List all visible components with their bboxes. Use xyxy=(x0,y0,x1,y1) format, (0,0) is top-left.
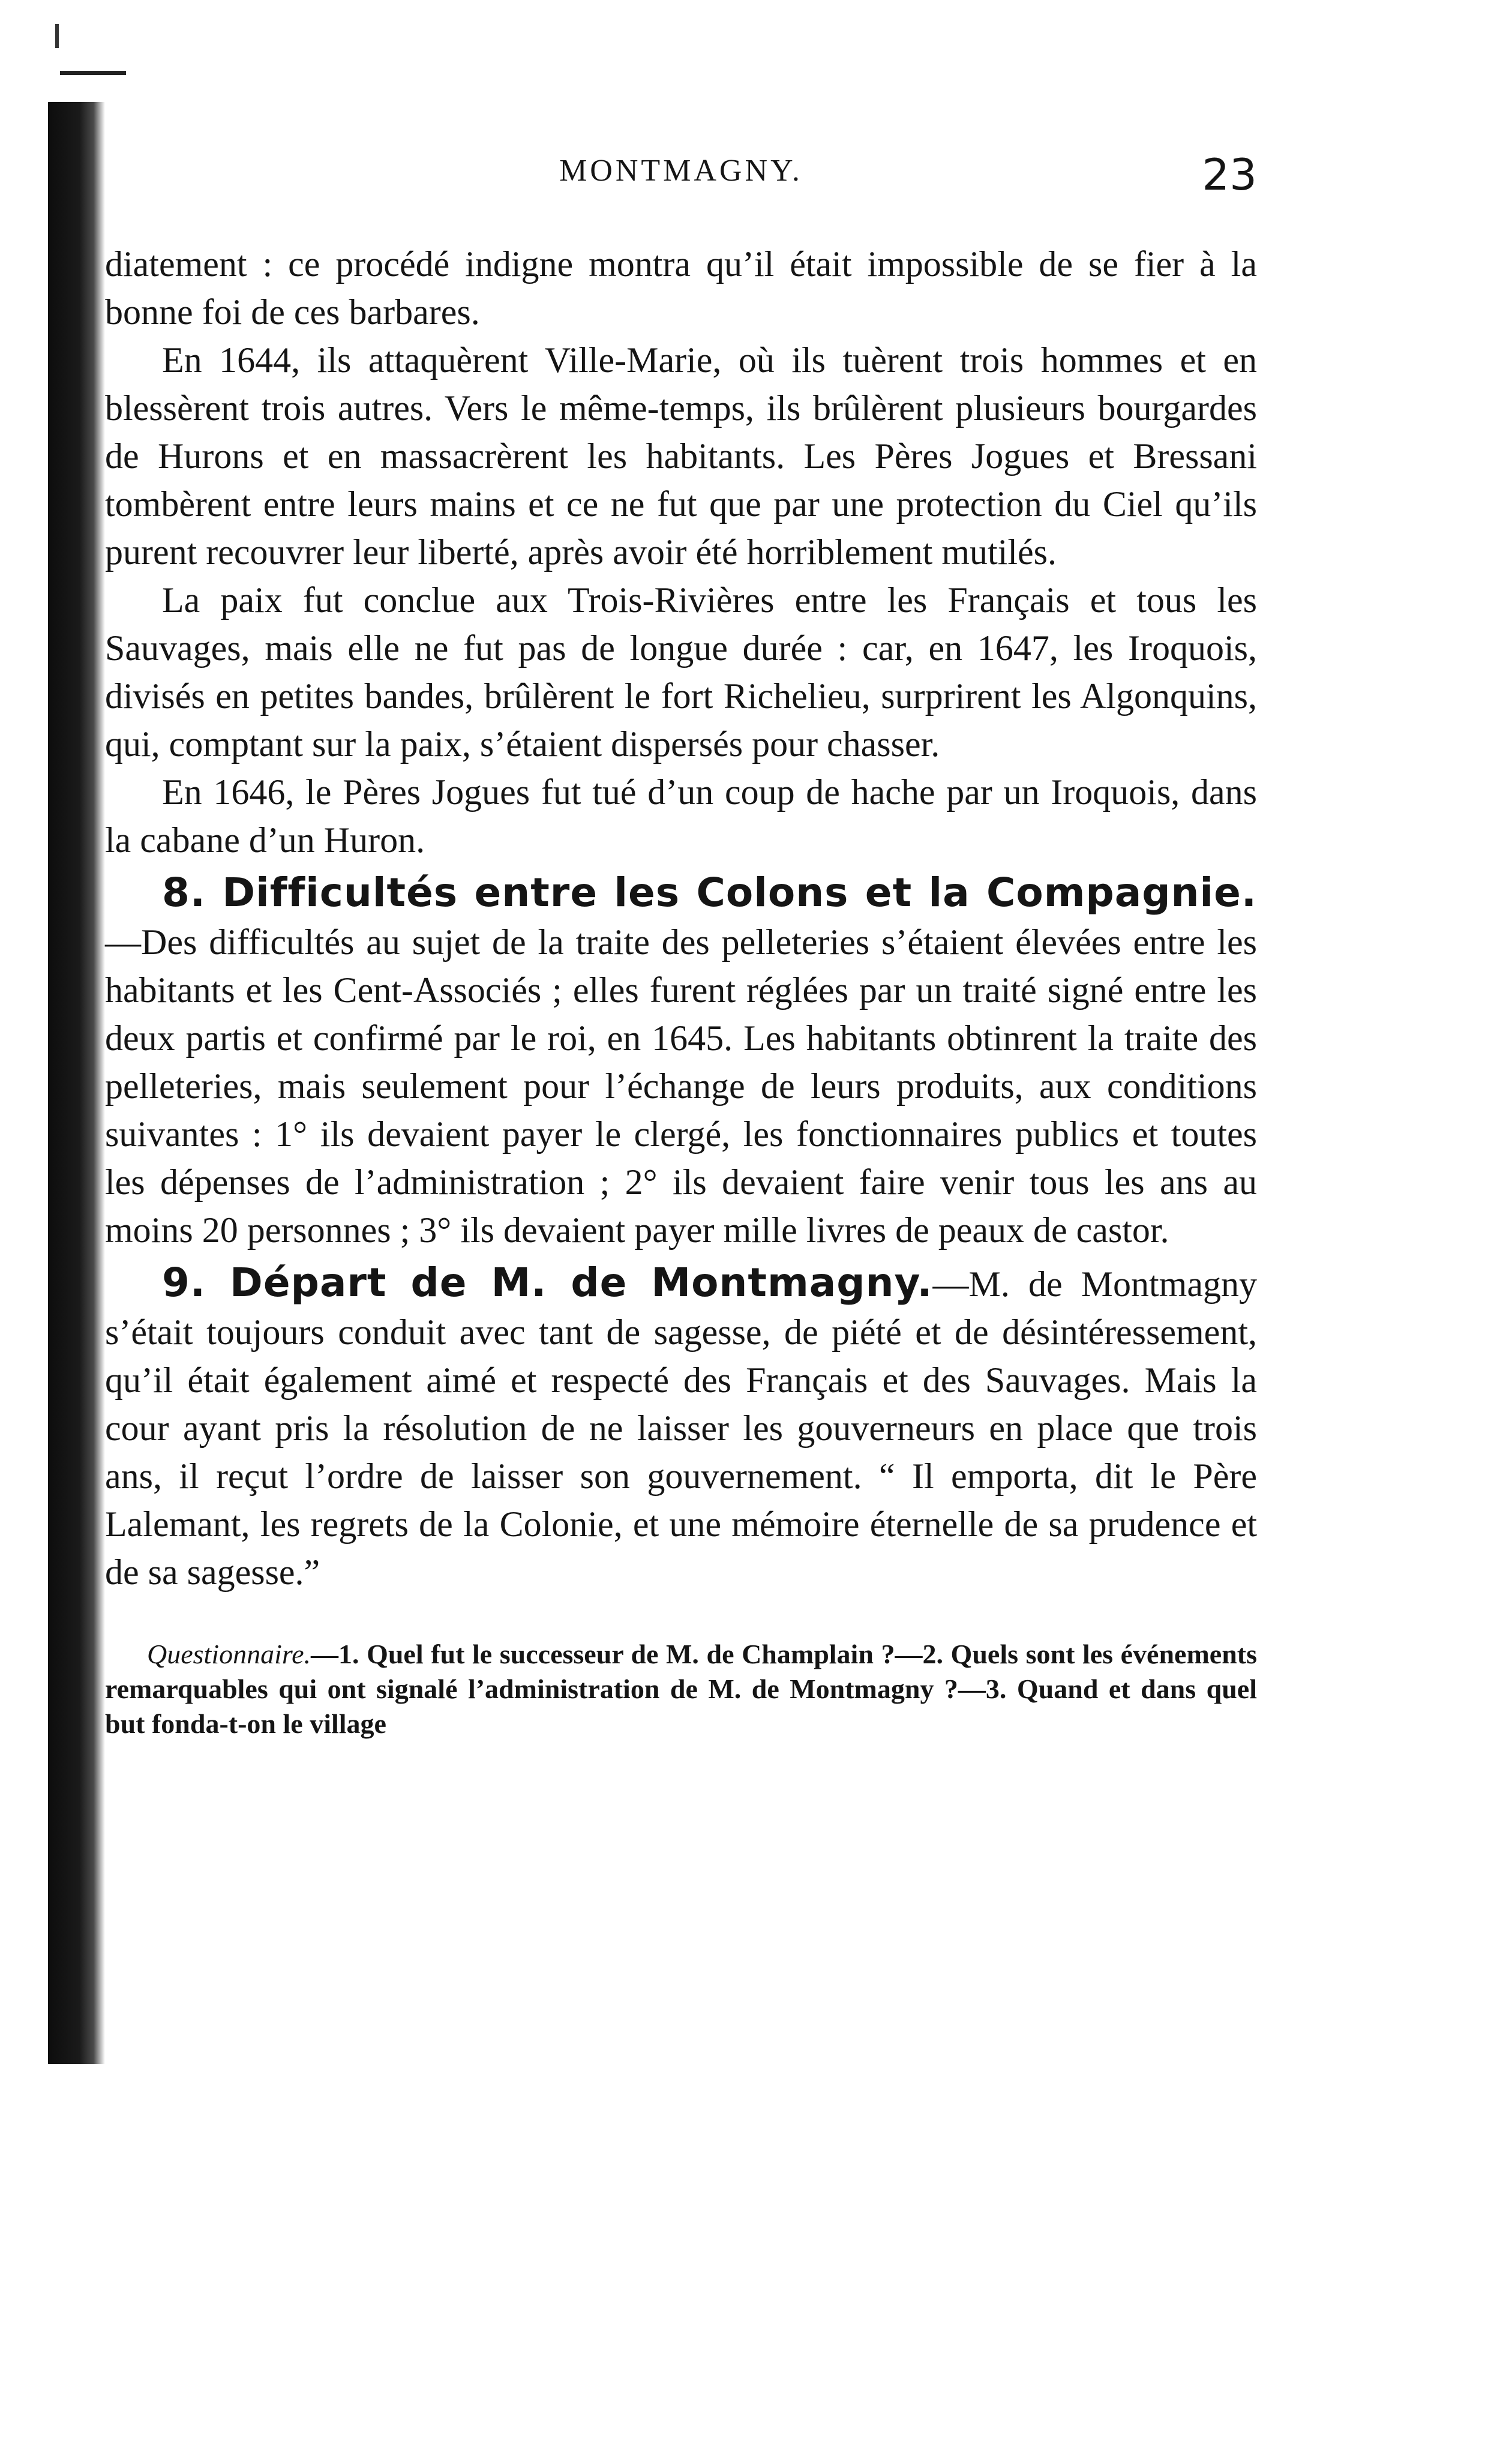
section-8-text: Des difficultés au sujet de la traite des pelleteries s’étaient élevées entre les habitants et les Cent-Associés ; elles furent réglées par un traité signé entre les deux partis et confirmé par le roi, en 1645. Les habitants obtinrent la traite des pelleteries, mais seulement pour l’échange de leurs produits, aux conditions suivantes : 1° ils devaient payer le clergé, les fonctionnaires publics et toutes les dépenses de l’administration ; 2° ils devaient faire venir tous les ans au moins 20 personnes ; 3° ils devaient payer mille livres de peaux de castor. xyxy=(105,922,1257,1250)
section-9 xyxy=(105,1259,1257,1596)
page-header xyxy=(105,149,1257,207)
section-9-dash: — xyxy=(932,1264,969,1304)
binding-top-rule xyxy=(60,71,126,75)
questionnaire xyxy=(105,1637,1257,1741)
paragraph-1646: En 1646, le Pères Jogues fut tué d’un coup de hache par un Iroquois, dans la cabane d’un Huron. xyxy=(105,772,1257,860)
running-title: MONTMAGNY. xyxy=(559,154,803,188)
paragraph-1644: En 1644, ils attaquèrent Ville-Marie, où ils tuèrent trois hommes et en blessèrent trois autres. Vers le même-temps, ils brûlèrent plusieurs bourgardes de Hurons et en massacrèrent les habitants. Les Pères Jogues et Bressani tombèrent entre leurs mains et ce ne fut que par une protection du Ciel qu’ils purent recouvrer leur liberté, après avoir été horriblement mutilés. xyxy=(105,340,1257,572)
questionnaire-text: —1. Quel fut le successeur de M. de Champlain ?—2. Quels sont les événements remarquables qui ont signalé l’administration de M. de Montmagny ?—3. Quand et dans quel but fonda-t-on le village xyxy=(105,1639,1257,1739)
binding-edge-shadow xyxy=(48,102,105,2064)
section-9-heading: 9. Départ de M. de Montmagny. xyxy=(162,1260,933,1306)
paragraph-peace: La paix fut conclue aux Trois-Rivières entre les Français et tous les Sauvages, mais elle ne fut pas de longue durée : car, en 1647, les Iroquois, divisés en petites bandes, brûlèrent le fort Richelieu, surprirent les Algonquins, qui, comptant sur la paix, s’étaient dispersés pour chasser. xyxy=(105,580,1257,764)
section-8-heading: 8. Difficultés entre les Colons et la Compagnie. xyxy=(162,869,1257,916)
questionnaire-label: Questionnaire. xyxy=(147,1639,311,1669)
paragraph-continuation: diatement : ce procédé indigne montra qu’il était impossible de se fier à la bonne foi de ces barbares. xyxy=(105,244,1257,332)
section-8-dash: — xyxy=(105,922,141,962)
page-number: 23 xyxy=(1202,149,1257,200)
binding-speck xyxy=(55,24,59,48)
section-9-text: M. de Montmagny s’était toujours conduit avec tant de sagesse, de piété et de désintéressement, qu’il était également aimé et respecté des Français et des Sauvages. Mais la cour ayant pris la résolution de ne laisser les gouverneurs en place que trois ans, il reçut l’ordre de laisser son gouvernement. “ Il emporta, dit le Père Lalemant, les regrets de la Colonie, et une mémoire éternelle de sa prudence et de sa sagesse.” xyxy=(105,1264,1257,1592)
section-8 xyxy=(105,869,1257,1254)
page-body xyxy=(105,240,1257,1769)
